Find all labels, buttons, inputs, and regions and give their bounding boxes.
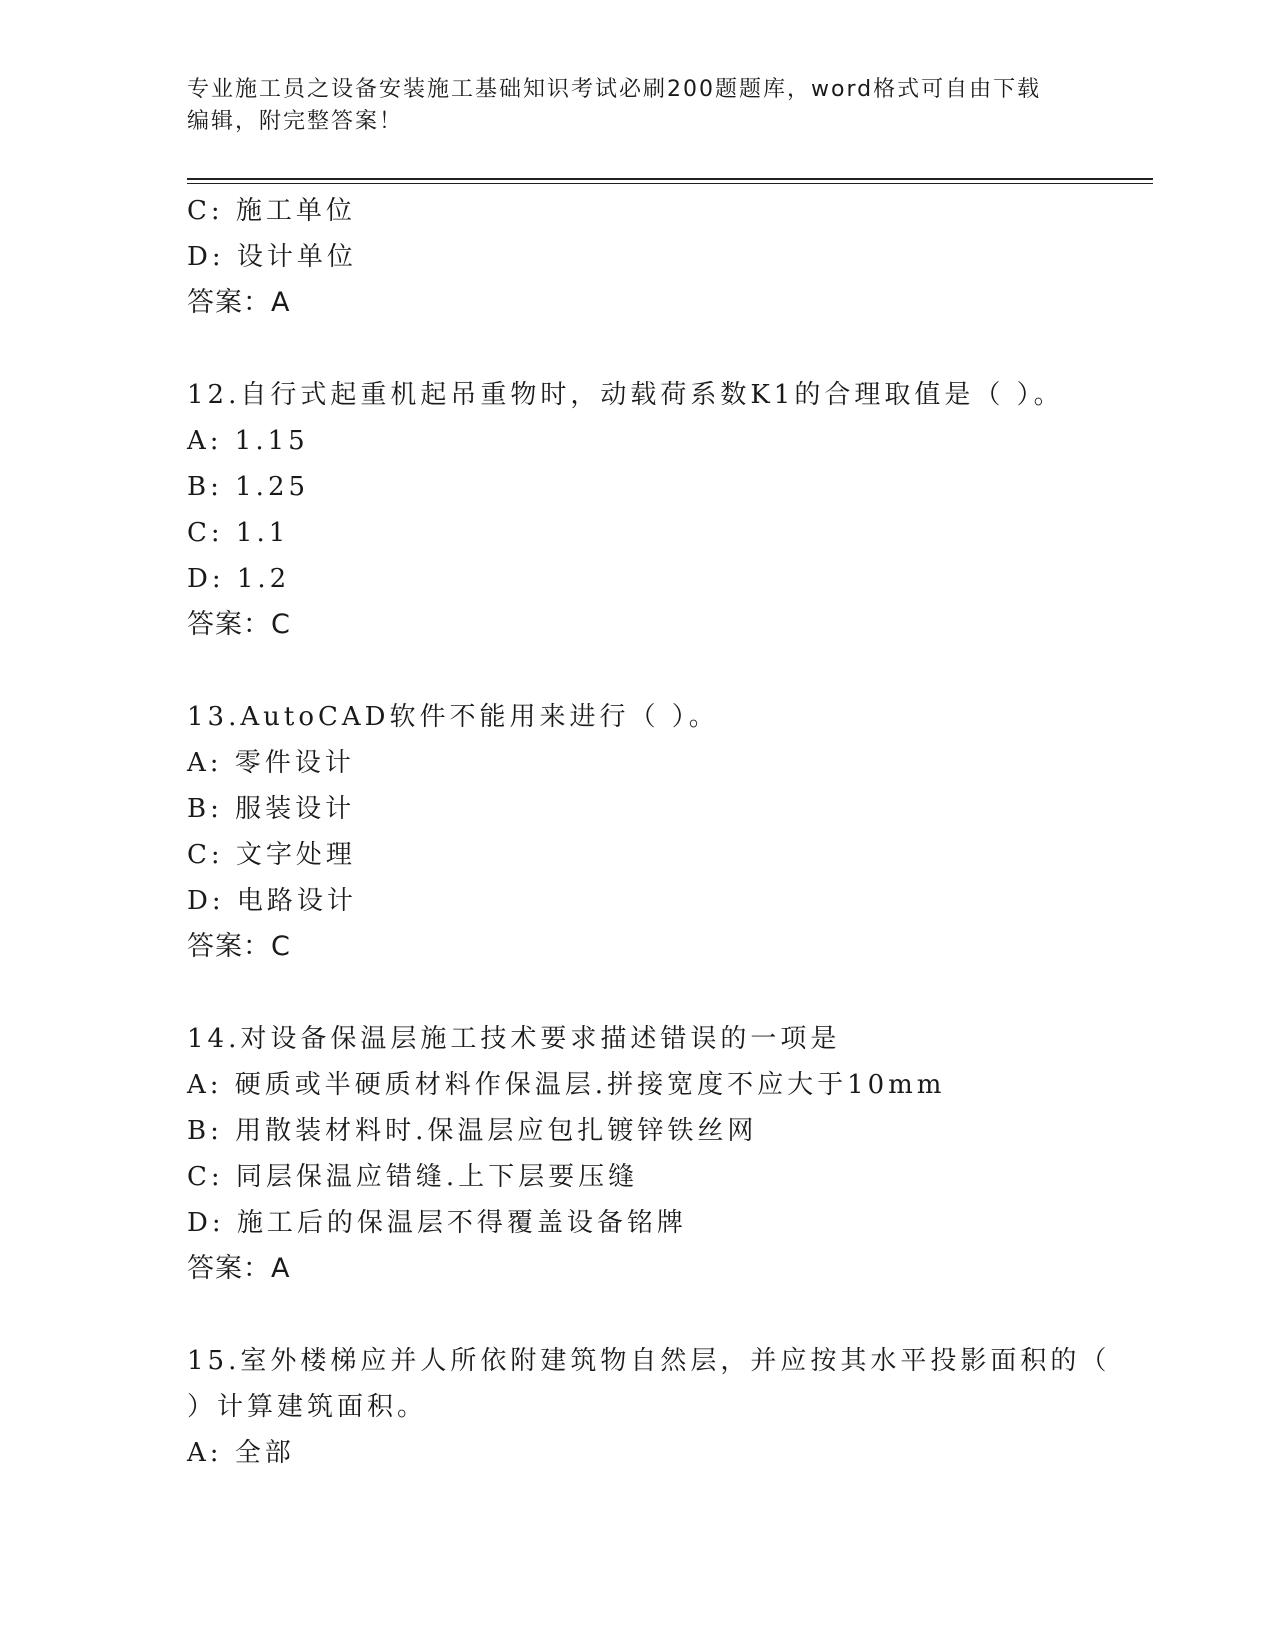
option-b: B: 1.25 xyxy=(187,472,310,502)
question-stem: 12.自行式起重机起吊重物时，动载荷系数K1的合理取值是（ ）。 xyxy=(187,380,1064,410)
option-b: B: 服装设计 xyxy=(187,794,356,824)
question-11 xyxy=(187,188,1087,326)
option-d: D: 1.2 xyxy=(187,564,291,594)
question-15 xyxy=(187,1338,1111,1476)
document-header xyxy=(187,74,1067,138)
option-d: D: 施工后的保温层不得覆盖设备铭牌 xyxy=(187,1208,687,1238)
question-stem-line-2: ）计算建筑面积。 xyxy=(187,1392,428,1422)
option-a: A: 全部 xyxy=(187,1438,295,1468)
option-b: B: 用散装材料时.保温层应包扎镀锌铁丝网 xyxy=(187,1116,758,1146)
question-stem: 13.AutoCAD软件不能用来进行（ ）。 xyxy=(187,702,719,732)
question-stem-line-1: 15.室外楼梯应并人所依附建筑物自然层，并应按其水平投影面积的（ xyxy=(187,1346,1111,1376)
option-a: A: 零件设计 xyxy=(187,748,355,778)
spacer xyxy=(187,648,1087,694)
question-12 xyxy=(187,372,1087,648)
option-d: D: 设计单位 xyxy=(187,242,357,272)
answer: 答案：A xyxy=(187,1253,291,1284)
option-a: A: 1.15 xyxy=(187,426,309,456)
question-13 xyxy=(187,694,1087,970)
option-d: D: 电路设计 xyxy=(187,886,357,916)
option-c: C: 1.1 xyxy=(187,518,290,548)
answer: 答案：C xyxy=(187,609,291,640)
question-stem: 14.对设备保温层施工技术要求描述错误的一项是 xyxy=(187,1024,841,1054)
option-c: C: 同层保温应错缝.上下层要压缝 xyxy=(187,1162,639,1192)
header-line-2: 编辑，附完整答案！ xyxy=(187,109,404,134)
question-14 xyxy=(187,1016,1087,1292)
header-divider-thin xyxy=(187,183,1153,184)
spacer xyxy=(187,1292,1087,1338)
header-line-1: 专业施工员之设备安装施工基础知识考试必刷200题题库，word格式可自由下载 xyxy=(187,77,1042,102)
question-list xyxy=(187,188,1111,1476)
answer: 答案：A xyxy=(187,287,291,318)
spacer xyxy=(187,326,1087,372)
option-c: C: 文字处理 xyxy=(187,840,356,870)
answer: 答案：C xyxy=(187,931,291,962)
option-c: C: 施工单位 xyxy=(187,196,356,226)
header-divider xyxy=(187,178,1153,180)
spacer xyxy=(187,970,1087,1016)
option-a: A: 硬质或半硬质材料作保温层.拼接宽度不应大于10mm xyxy=(187,1070,946,1100)
